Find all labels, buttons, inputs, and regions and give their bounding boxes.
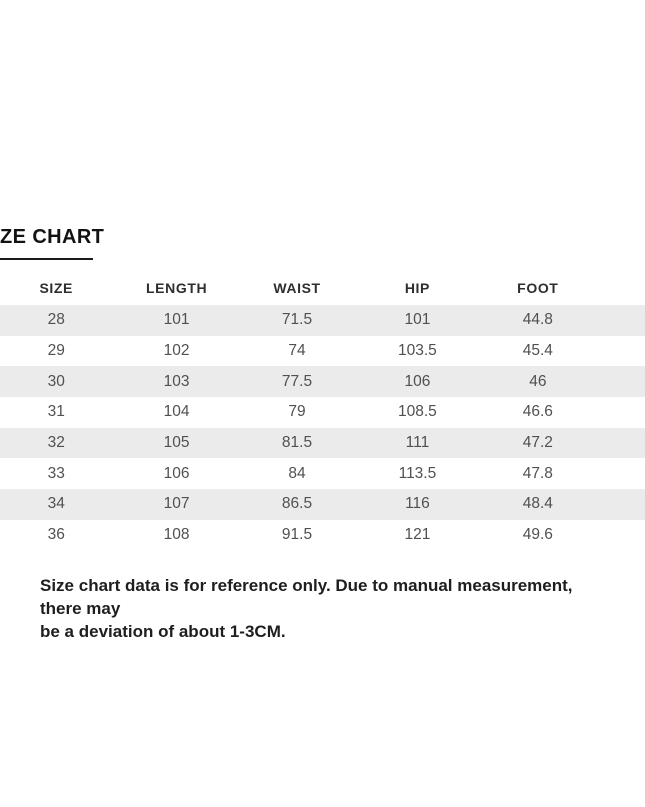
table-row bbox=[0, 458, 645, 489]
foot-cell: 47.8 bbox=[522, 464, 553, 482]
foot-cell: 48.4 bbox=[522, 495, 553, 513]
length-cell: 107 bbox=[163, 495, 190, 513]
table-row bbox=[0, 397, 645, 428]
foot-cell: 46.6 bbox=[522, 403, 553, 421]
length-cell: 104 bbox=[163, 403, 190, 421]
waist-cell: 86.5 bbox=[281, 495, 313, 513]
measurement-note-line: be a deviation of about 1-3CM. bbox=[40, 622, 286, 641]
waist-cell: 81.5 bbox=[281, 434, 313, 452]
column-header-foot: FOOT bbox=[517, 279, 559, 296]
hip-cell: 101 bbox=[404, 311, 431, 329]
length-cell: 108 bbox=[163, 526, 190, 544]
table-row bbox=[0, 305, 645, 336]
table-row bbox=[0, 366, 645, 397]
size-cell: 32 bbox=[47, 434, 65, 452]
length-cell: 101 bbox=[163, 311, 190, 329]
foot-cell: 44.8 bbox=[522, 311, 553, 329]
waist-cell: 84 bbox=[288, 464, 306, 482]
hip-cell: 116 bbox=[405, 495, 430, 513]
size-cell: 36 bbox=[47, 526, 65, 544]
size-cell: 31 bbox=[47, 403, 65, 421]
waist-cell: 71.5 bbox=[281, 311, 313, 329]
size-cell: 34 bbox=[47, 495, 65, 513]
size-table bbox=[0, 270, 645, 551]
hip-cell: 113.5 bbox=[398, 464, 437, 482]
column-header-waist: WAIST bbox=[273, 279, 321, 296]
length-cell: 102 bbox=[163, 342, 190, 360]
foot-cell: 47.2 bbox=[522, 434, 553, 452]
length-cell: 105 bbox=[163, 434, 190, 452]
table-row bbox=[0, 489, 645, 520]
table-row bbox=[0, 428, 645, 459]
column-header-hip: HIP bbox=[404, 279, 430, 296]
table-row bbox=[0, 336, 645, 367]
size-cell: 29 bbox=[47, 342, 65, 360]
measurement-note bbox=[40, 574, 605, 643]
foot-cell: 49.6 bbox=[522, 526, 553, 544]
size-chart-title: ZE CHART bbox=[0, 226, 105, 248]
waist-cell: 74 bbox=[288, 342, 306, 360]
foot-cell: 45.4 bbox=[522, 342, 553, 360]
hip-cell: 111 bbox=[405, 434, 430, 452]
measurement-note-line: Size chart data is for reference only. Due to manual measurement, there may bbox=[40, 576, 573, 618]
hip-cell: 108.5 bbox=[398, 403, 437, 421]
column-header-length: LENGTH bbox=[146, 279, 208, 296]
waist-cell: 79 bbox=[288, 403, 306, 421]
size-cell: 28 bbox=[47, 311, 65, 329]
hip-cell: 106 bbox=[404, 372, 431, 390]
title-underline bbox=[0, 258, 93, 260]
size-cell: 30 bbox=[47, 372, 65, 390]
table-row bbox=[0, 520, 645, 551]
hip-cell: 103.5 bbox=[398, 342, 437, 360]
table-header-row bbox=[0, 270, 645, 305]
column-header-size: SIZE bbox=[39, 279, 73, 296]
length-cell: 103 bbox=[163, 372, 190, 390]
hip-cell: 121 bbox=[404, 526, 431, 544]
waist-cell: 91.5 bbox=[281, 526, 313, 544]
length-cell: 106 bbox=[163, 464, 190, 482]
waist-cell: 77.5 bbox=[281, 372, 313, 390]
foot-cell: 46 bbox=[529, 372, 547, 390]
size-cell: 33 bbox=[47, 464, 65, 482]
